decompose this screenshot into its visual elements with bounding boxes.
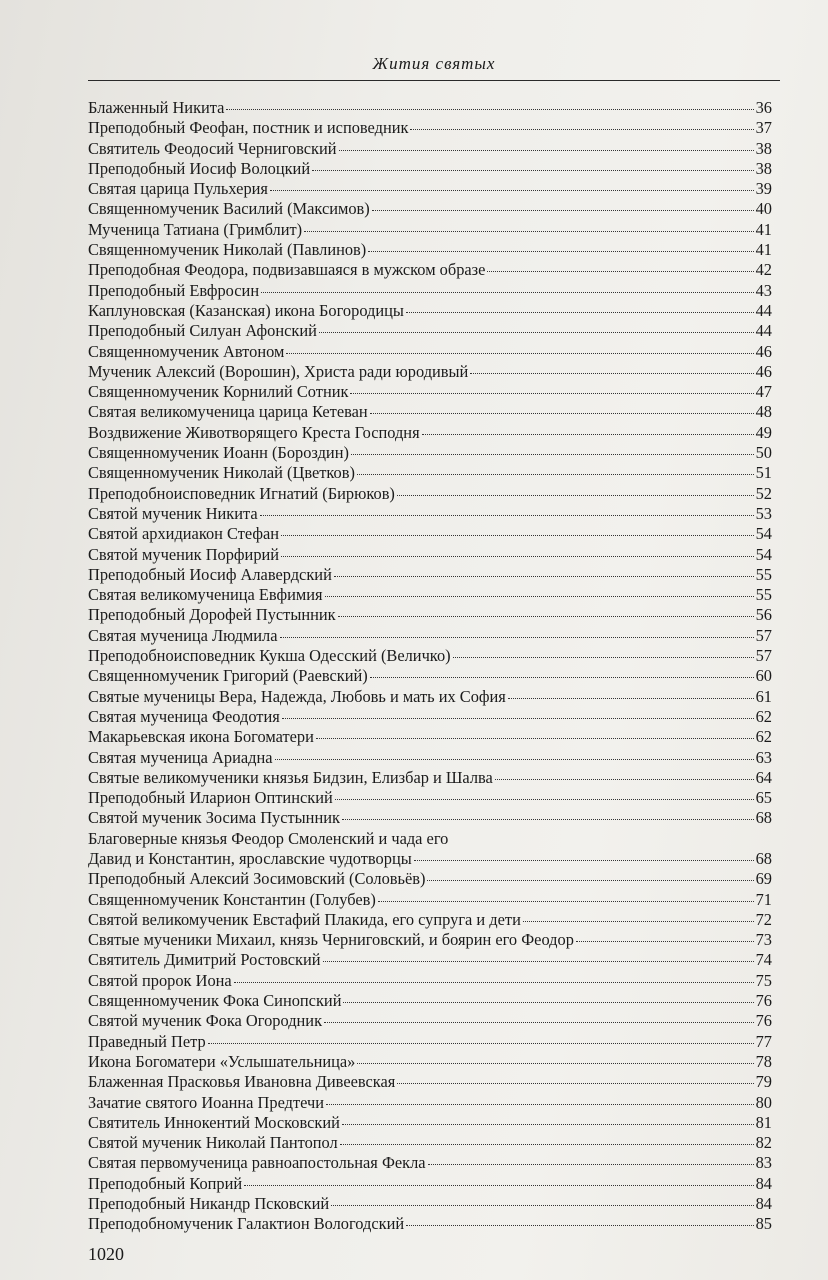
dot-leader — [576, 941, 754, 942]
toc-entry-page: 55 — [755, 564, 772, 584]
toc-entry-page: 76 — [755, 991, 772, 1011]
toc-entry-title: Святые мученицы Вера, Надежда, Любовь и мать их София — [88, 686, 506, 706]
dot-leader — [508, 698, 754, 699]
toc-entry — [88, 1214, 772, 1234]
toc-entry-page: 46 — [755, 341, 772, 361]
toc-entry — [88, 139, 772, 159]
toc-entry — [88, 605, 772, 625]
toc-entry-page: 62 — [755, 727, 772, 747]
toc-entry-title: Святая царица Пульхерия — [88, 179, 268, 199]
dot-leader — [368, 251, 753, 252]
dot-leader — [280, 637, 754, 638]
dot-leader — [331, 1205, 753, 1206]
dot-leader — [370, 413, 754, 414]
toc-entry-title: Священномученик Корнилий Сотник — [88, 382, 349, 402]
dot-leader — [260, 515, 754, 516]
toc-entry-page: 38 — [755, 138, 772, 158]
toc-entry-page: 41 — [755, 240, 772, 260]
toc-entry-page: 50 — [755, 443, 772, 463]
toc-entry-page: 64 — [755, 767, 772, 787]
toc-entry-title: Преподобный Иосиф Волоцкий — [88, 158, 311, 178]
dot-leader — [325, 596, 754, 597]
table-of-contents — [88, 98, 772, 1235]
toc-entry — [88, 910, 772, 930]
toc-entry-page: 78 — [755, 1051, 772, 1071]
toc-entry-page: 81 — [755, 1112, 772, 1132]
toc-entry-title: Блаженный Никита — [88, 98, 225, 117]
toc-entry — [88, 240, 772, 260]
running-header: Жития святых — [372, 54, 496, 73]
toc-entry — [88, 1174, 772, 1194]
dot-leader — [234, 982, 754, 983]
toc-entry-title: Преподобноисповедник Кукша Одесский (Величко) — [88, 646, 451, 666]
dot-leader — [316, 738, 754, 739]
toc-entry-page: 39 — [755, 179, 772, 199]
toc-entry-page: 57 — [755, 646, 772, 666]
toc-entry — [88, 788, 772, 808]
toc-entry-title: Святитель Димитрий Ростовский — [88, 950, 321, 970]
toc-entry-title: Преподобный Силуан Афонский — [88, 321, 317, 341]
toc-entry-title: Священномученик Николай (Цветков) — [88, 463, 355, 483]
toc-entry — [88, 321, 772, 341]
toc-entry-page: 57 — [755, 625, 772, 645]
dot-leader — [370, 677, 754, 678]
toc-entry-title: Святой мученик Фока Огородник — [88, 1011, 323, 1031]
toc-entry-page: 38 — [755, 158, 772, 178]
dot-leader — [342, 1124, 754, 1125]
toc-entry-page: 41 — [755, 219, 772, 239]
toc-entry-title: Святая великомученица Евфимия — [88, 585, 323, 605]
toc-entry-page: 68 — [755, 808, 772, 828]
dot-leader — [335, 799, 754, 800]
dot-leader — [397, 495, 754, 496]
dot-leader — [323, 961, 754, 962]
toc-entry-title: Преподобный Иосиф Алавердский — [88, 564, 332, 584]
dot-leader — [226, 109, 753, 110]
toc-entry-title: Преподобномученик Галактион Вологодский — [88, 1214, 405, 1234]
toc-entry — [88, 301, 772, 321]
toc-entry — [88, 1011, 772, 1031]
toc-entry-title: Святитель Иннокентий Московский — [88, 1112, 340, 1132]
toc-entry-title: Преподобный Коприй — [88, 1173, 243, 1193]
dot-leader — [270, 190, 754, 191]
toc-entry — [88, 199, 772, 219]
toc-entry — [88, 524, 772, 544]
toc-entry-page: 60 — [755, 666, 772, 686]
toc-entry — [88, 1194, 772, 1214]
toc-entry-title: Священномученик Константин (Голубев) — [88, 889, 376, 909]
toc-entry — [88, 829, 772, 849]
toc-entry — [88, 484, 772, 504]
toc-entry-title: Святой мученик Порфирий — [88, 544, 280, 564]
toc-entry-title: Священномученик Николай (Павлинов) — [88, 240, 367, 260]
dot-leader — [281, 556, 754, 557]
toc-entry-title: Святитель Феодосий Черниговский — [88, 138, 337, 158]
dot-leader — [340, 1144, 754, 1145]
dot-leader — [357, 474, 754, 475]
toc-entry-title: Священномученик Григорий (Раевский) — [88, 666, 368, 686]
toc-entry — [88, 869, 772, 889]
toc-entry-title: Зачатие святого Иоанна Предтечи — [88, 1092, 325, 1112]
toc-entry-title: Святой мученик Зосима Пустынник — [88, 808, 340, 828]
dot-leader — [208, 1043, 754, 1044]
toc-entry — [88, 220, 772, 240]
toc-entry — [88, 179, 772, 199]
toc-entry-title: Преподобный Никандр Псковский — [88, 1194, 330, 1214]
toc-entry — [88, 930, 772, 950]
dot-leader — [357, 1063, 753, 1064]
toc-entry — [88, 687, 772, 707]
dot-leader — [397, 1083, 753, 1084]
toc-entry-page: 65 — [755, 788, 772, 808]
dot-leader — [286, 353, 753, 354]
toc-entry-page: 48 — [755, 402, 772, 422]
dot-leader — [261, 292, 754, 293]
toc-entry-title: Святая мученица Людмила — [88, 625, 278, 645]
dot-leader — [470, 373, 753, 374]
toc-entry — [88, 1072, 772, 1092]
toc-entry-page: 77 — [755, 1031, 772, 1051]
toc-entry-page: 83 — [755, 1153, 772, 1173]
toc-entry-title: Священномученик Автоном — [88, 341, 285, 361]
toc-entry-page: 63 — [755, 747, 772, 767]
toc-entry — [88, 443, 772, 463]
toc-entry — [88, 1032, 772, 1052]
dot-leader — [406, 1225, 753, 1226]
dot-leader — [427, 880, 753, 881]
toc-entry-page: 76 — [755, 1011, 772, 1031]
toc-entry-title: Святая великомученица царица Кетеван — [88, 402, 368, 422]
toc-entry-title: Мученик Алексий (Ворошин), Христа ради юродивый — [88, 361, 469, 381]
toc-entry — [88, 402, 772, 422]
dot-leader — [282, 718, 754, 719]
header-rule — [88, 80, 780, 81]
toc-entry-title: Каплуновская (Казанская) икона Богородицы — [88, 300, 404, 320]
dot-leader — [319, 332, 754, 333]
toc-entry-title: Преподобная Феодора, подвизавшаяся в мужском образе — [88, 260, 486, 280]
dot-leader — [339, 150, 754, 151]
toc-entry-page: 36 — [755, 98, 772, 117]
dot-leader — [453, 657, 754, 658]
toc-entry-page: 40 — [755, 199, 772, 219]
toc-entry-page: 55 — [755, 585, 772, 605]
toc-entry-page: 54 — [755, 544, 772, 564]
toc-entry — [88, 565, 772, 585]
toc-entry-title: Преподобный Дорофей Пустынник — [88, 605, 336, 625]
dot-leader — [334, 576, 754, 577]
toc-entry — [88, 626, 772, 646]
toc-entry-page: 54 — [755, 524, 772, 544]
toc-entry — [88, 585, 772, 605]
toc-entry — [88, 808, 772, 828]
toc-entry-page: 37 — [755, 118, 772, 138]
dot-leader — [338, 616, 754, 617]
toc-entry — [88, 342, 772, 362]
toc-entry-title: Преподобный Алексий Зосимовский (Соловьёв) — [88, 869, 426, 889]
toc-entry-title: Праведный Петр — [88, 1031, 206, 1051]
toc-entry — [88, 362, 772, 382]
dot-leader — [326, 1104, 754, 1105]
toc-entry-page: 51 — [755, 463, 772, 483]
toc-entry-page: 72 — [755, 909, 772, 929]
toc-entry — [88, 382, 772, 402]
dot-leader — [410, 129, 753, 130]
toc-entry — [88, 1052, 772, 1072]
toc-entry-title: Давид и Константин, ярославские чудотворцы — [88, 848, 412, 868]
toc-entry-page: 84 — [755, 1194, 772, 1214]
toc-entry — [88, 1133, 772, 1153]
toc-entry — [88, 727, 772, 747]
toc-entry-title: Преподобноисповедник Игнатий (Бирюков) — [88, 483, 395, 503]
toc-entry — [88, 666, 772, 686]
toc-entry — [88, 159, 772, 179]
toc-entry-page: 62 — [755, 706, 772, 726]
dot-leader — [487, 271, 753, 272]
toc-entry-title: Преподобный Феофан, постник и исповедник — [88, 118, 409, 138]
toc-entry-title: Святая мученица Феодотия — [88, 706, 280, 726]
toc-entry-title: Святой великомученик Евстафий Плакида, его супруга и дети — [88, 909, 521, 929]
dot-leader — [372, 210, 754, 211]
toc-entry-title: Священномученик Василий (Максимов) — [88, 199, 370, 219]
toc-entry — [88, 281, 772, 301]
dot-leader — [414, 860, 754, 861]
toc-entry — [88, 1093, 772, 1113]
toc-entry-title: Святая мученица Ариадна — [88, 747, 273, 767]
toc-entry-page: 68 — [755, 848, 772, 868]
toc-entry — [88, 768, 772, 788]
dot-leader — [343, 1002, 753, 1003]
toc-entry-title: Благоверные князья Феодор Смоленский и чада его — [88, 828, 449, 848]
toc-entry-title: Священномученик Иоанн (Бороздин) — [88, 443, 349, 463]
toc-entry — [88, 748, 772, 768]
toc-entry — [88, 1113, 772, 1133]
toc-entry — [88, 971, 772, 991]
toc-entry-page: 52 — [755, 483, 772, 503]
toc-entry-title: Макарьевская икона Богоматери — [88, 727, 314, 747]
dot-leader — [523, 921, 754, 922]
toc-entry — [88, 545, 772, 565]
toc-entry — [88, 890, 772, 910]
toc-entry — [88, 118, 772, 138]
toc-entry-title: Святой мученик Никита — [88, 503, 258, 523]
toc-entry-page: 42 — [755, 260, 772, 280]
dot-leader — [350, 393, 753, 394]
dot-leader — [342, 819, 754, 820]
toc-entry — [88, 504, 772, 524]
toc-entry-title: Святые великомученики князья Бидзин, Елизбар и Шалва — [88, 767, 493, 787]
toc-entry-page: 79 — [755, 1072, 772, 1092]
dot-leader — [428, 1164, 754, 1165]
page-number: 1020 — [88, 1244, 124, 1264]
toc-entry — [88, 646, 772, 666]
toc-entry — [88, 98, 772, 118]
toc-entry-page: 74 — [755, 950, 772, 970]
toc-entry-page: 85 — [755, 1214, 772, 1234]
toc-entry-page: 44 — [755, 321, 772, 341]
dot-leader — [495, 779, 754, 780]
toc-entry — [88, 849, 772, 869]
toc-entry-page: 69 — [755, 869, 772, 889]
dot-leader — [312, 170, 754, 171]
toc-entry-page: 75 — [755, 970, 772, 990]
dot-leader — [406, 312, 754, 313]
dot-leader — [281, 535, 754, 536]
toc-entry-page: 44 — [755, 300, 772, 320]
toc-entry-page: 56 — [755, 605, 772, 625]
dot-leader — [244, 1185, 753, 1186]
toc-entry-page: 43 — [755, 280, 772, 300]
dot-leader — [304, 231, 753, 232]
toc-entry — [88, 707, 772, 727]
toc-entry-title: Святой мученик Николай Пантопол — [88, 1133, 338, 1153]
toc-entry-page: 61 — [755, 686, 772, 706]
toc-entry — [88, 950, 772, 970]
dot-leader — [351, 454, 754, 455]
toc-entry-title: Преподобный Евфросин — [88, 280, 260, 300]
toc-entry-page: 71 — [755, 889, 772, 909]
dot-leader — [275, 759, 754, 760]
toc-entry — [88, 1153, 772, 1173]
toc-entry-title: Преподобный Иларион Оптинский — [88, 788, 333, 808]
toc-entry-page: 80 — [755, 1092, 772, 1112]
toc-entry-title: Воздвижение Животворящего Креста Господня — [88, 422, 420, 442]
toc-entry-page: 46 — [755, 361, 772, 381]
toc-entry — [88, 260, 772, 280]
toc-entry — [88, 463, 772, 483]
toc-entry-page: 49 — [755, 422, 772, 442]
toc-entry-page: 82 — [755, 1133, 772, 1153]
toc-entry-title: Святые мученики Михаил, князь Черниговский, и боярин его Феодор — [88, 930, 574, 950]
toc-entry — [88, 991, 772, 1011]
toc-entry-page: 53 — [755, 503, 772, 523]
toc-entry — [88, 423, 772, 443]
toc-entry-title: Святой архидиакон Стефан — [88, 524, 280, 544]
toc-entry-title: Блаженная Прасковья Ивановна Дивеевская — [88, 1072, 396, 1092]
dot-leader — [324, 1022, 754, 1023]
toc-entry-page: 47 — [755, 382, 772, 402]
toc-entry-title: Мученица Татиана (Гримблит) — [88, 219, 303, 239]
toc-entry-title: Святая первомученица равноапостольная Фекла — [88, 1153, 426, 1173]
toc-entry-title: Икона Богоматери «Услышательница» — [88, 1051, 356, 1071]
toc-entry-page: 73 — [755, 930, 772, 950]
toc-entry-title: Святой пророк Иона — [88, 970, 232, 990]
toc-entry-title: Священномученик Фока Синопский — [88, 991, 342, 1011]
toc-entry-page: 84 — [755, 1173, 772, 1193]
dot-leader — [378, 901, 754, 902]
dot-leader — [422, 434, 754, 435]
